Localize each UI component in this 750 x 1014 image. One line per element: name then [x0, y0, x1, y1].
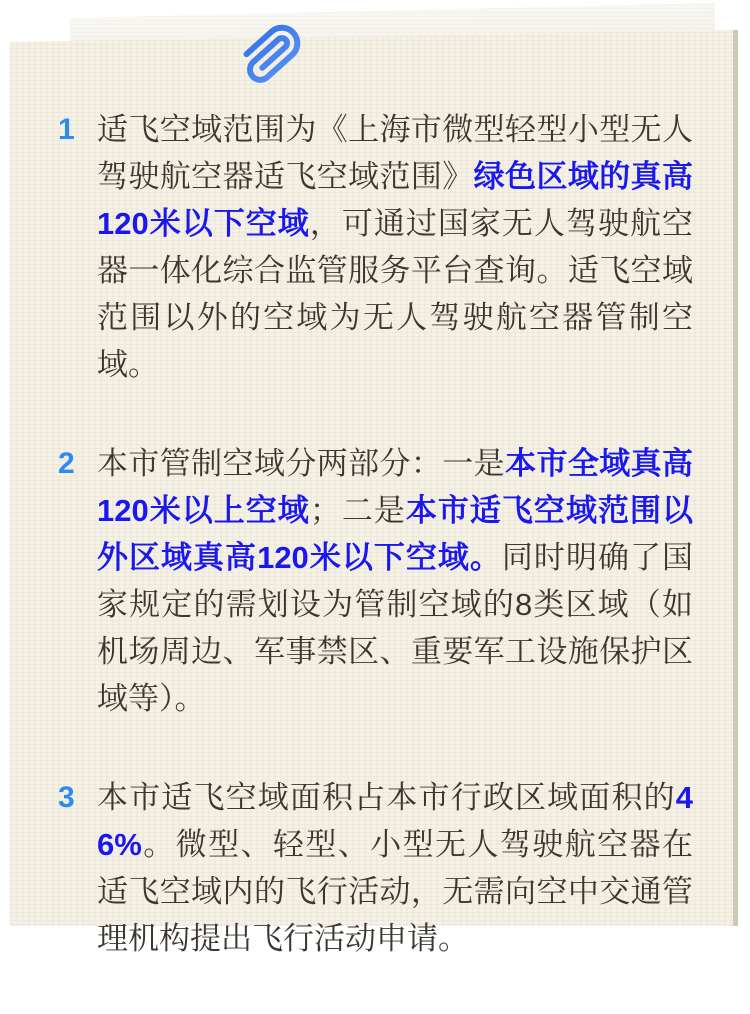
highlighted-text-run: 本市适飞空域范围以外区域真高120米以下空域。: [97, 493, 693, 575]
highlighted-text-run: 绿色区域的真高120米以下空域: [97, 159, 694, 241]
text-run: 本市适飞空域面积占本市行政区域面积的: [97, 780, 676, 815]
highlighted-text-run: 46%: [97, 780, 693, 862]
text-run: 本市管制空域分两部分：一是: [97, 446, 506, 481]
text-run: ；二是: [309, 493, 406, 528]
text-run: 。微型、轻型、小型无人驾驶航空器在适飞空域内的飞行活动，无需向空中交通管理机构提出飞行活动申请。: [97, 827, 693, 956]
item-text: [97, 440, 693, 722]
item-number: 3: [58, 781, 75, 814]
text-run: ，可通过国家无人驾驶航空器一体化综合监管服务平台查询。适飞空域范围以外的空域为无人驾驶航空器管制空域。: [97, 206, 693, 382]
item-text: [97, 106, 693, 388]
list-item: [58, 440, 694, 722]
item-number: 1: [58, 113, 75, 146]
paperclip-icon: [240, 22, 302, 84]
text-run: 同时明确了国家规定的需划设为管制空域的8类区域（如机场周边、军事禁区、重要军工设施保护区域等）。: [97, 540, 693, 716]
list-item: [58, 106, 694, 388]
item-number: 2: [58, 447, 75, 480]
info-list: [58, 106, 694, 1014]
highlighted-text-run: 本市全域真高120米以上空域: [97, 446, 694, 528]
item-text: [97, 774, 693, 962]
text-run: 适飞空域范围为《上海市微型轻型小型无人驾驶航空器适飞空域范围》: [97, 112, 693, 194]
list-item: [58, 774, 694, 962]
